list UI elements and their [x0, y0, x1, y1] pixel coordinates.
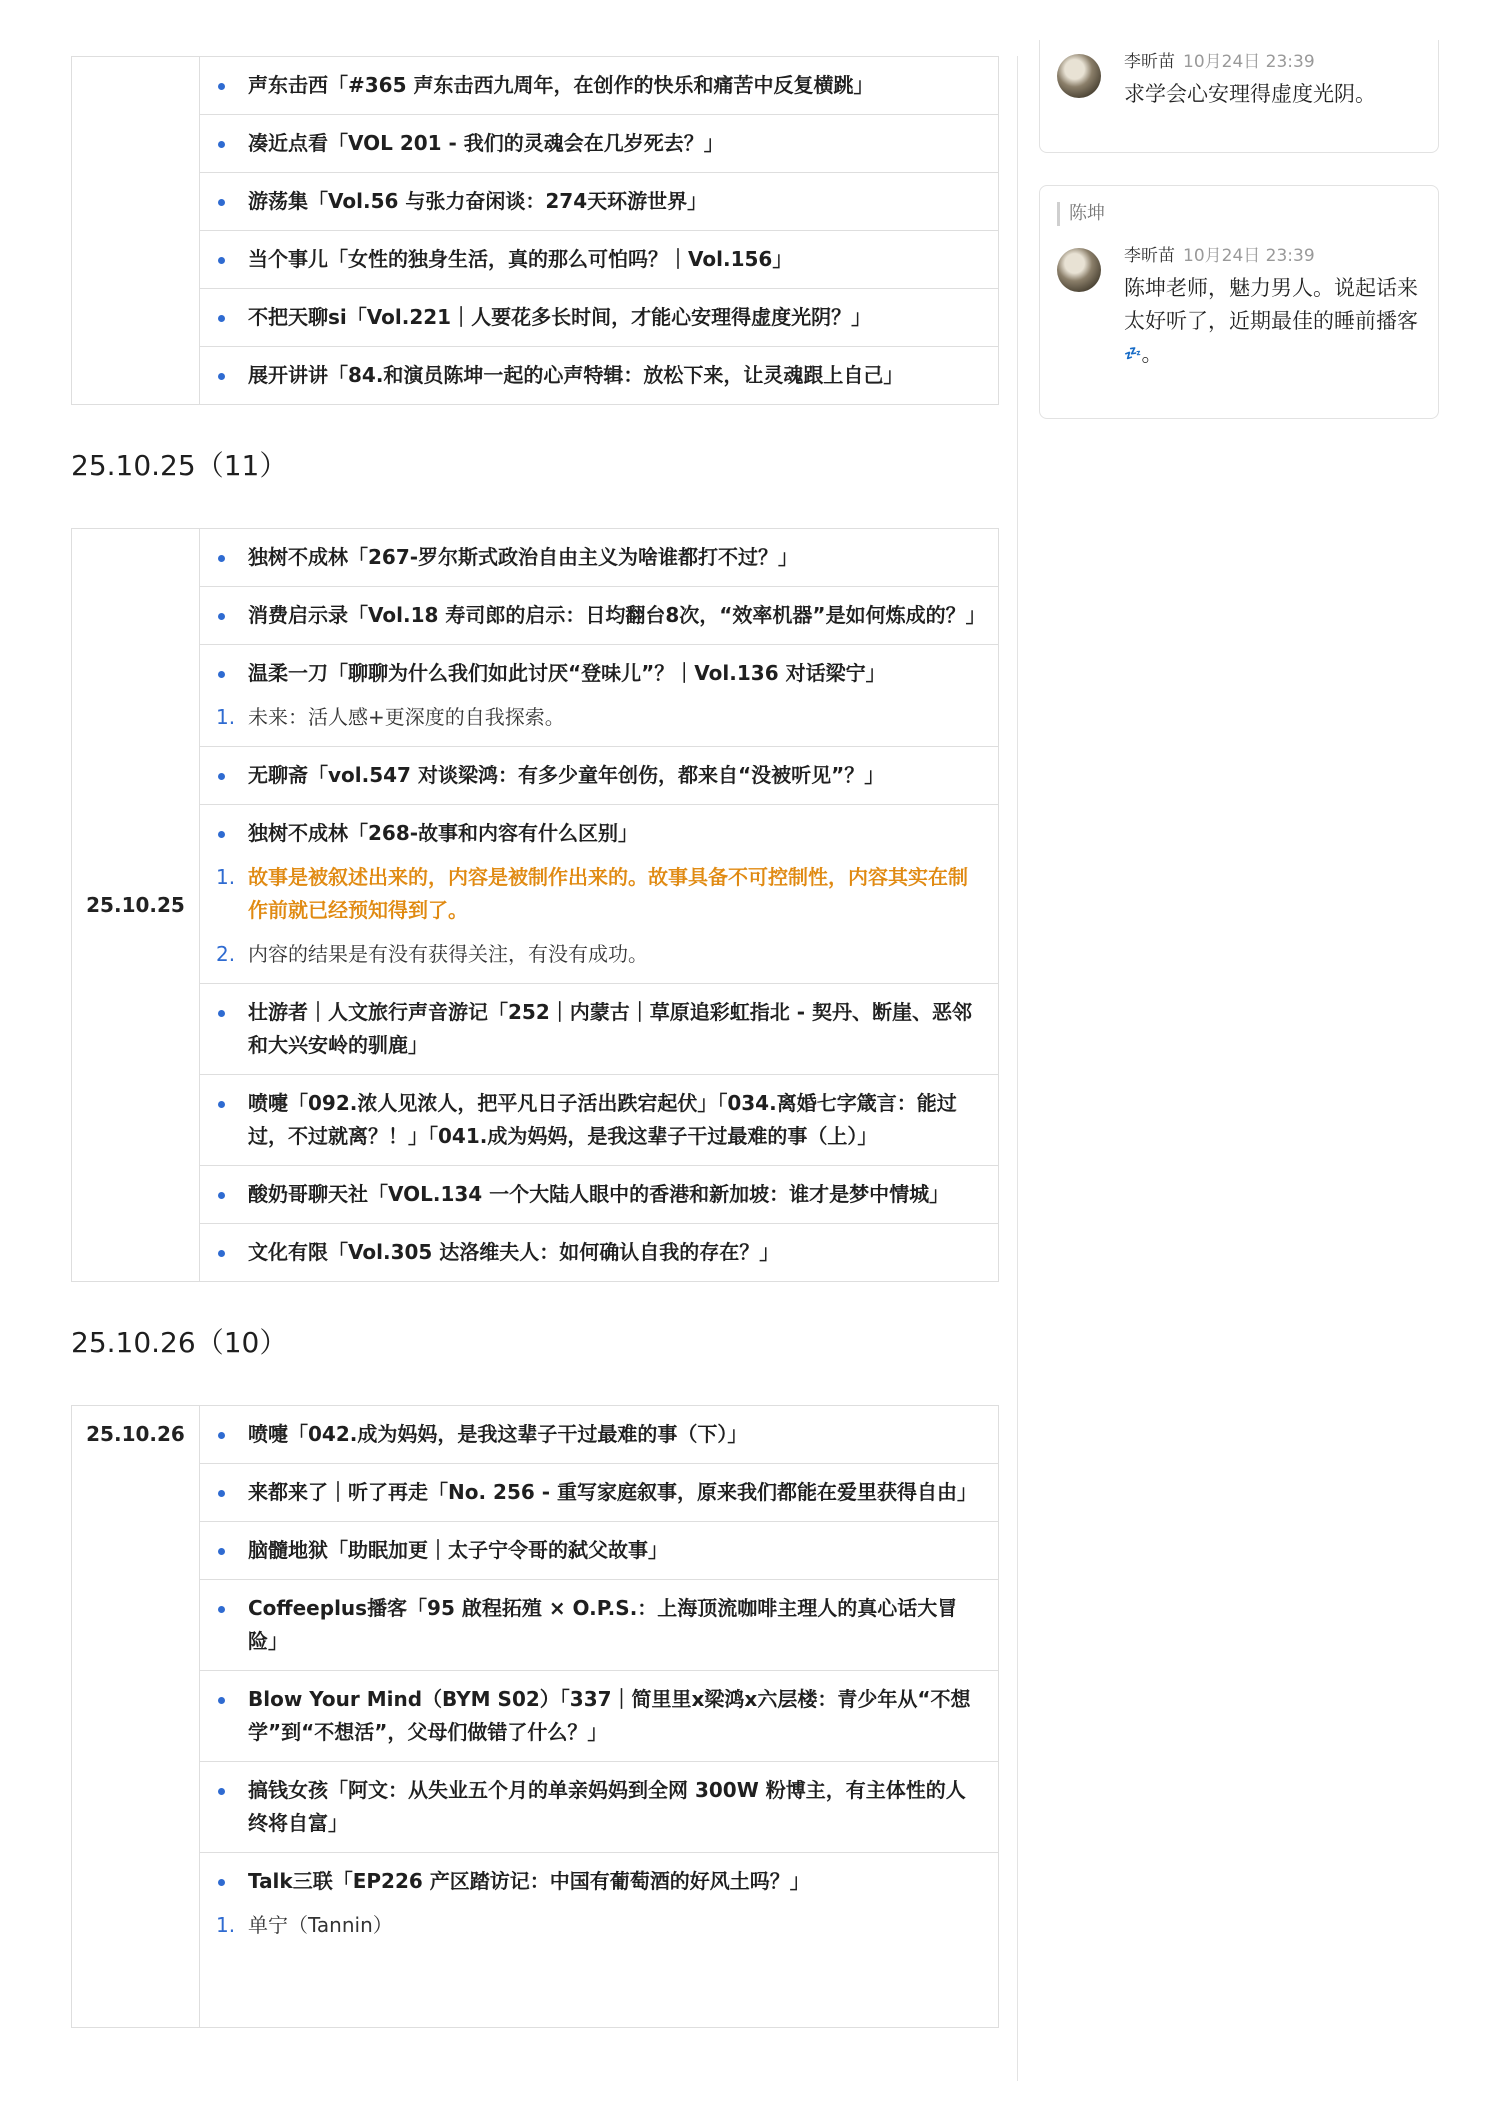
sleeping-icon: 💤 — [1124, 346, 1142, 362]
note-text: 单宁（Tannin） — [248, 1913, 393, 1937]
list-item — [200, 529, 999, 587]
item-title[interactable]: 文化有限「Vol.305 达洛维夫人：如何确认自我的存在？」 — [248, 1240, 780, 1264]
note — [216, 938, 980, 971]
note-number: 1. — [216, 705, 236, 729]
bullet-icon — [218, 555, 225, 562]
bullet-icon — [218, 83, 225, 90]
item-title[interactable]: 不把天聊si「Vol.221｜人要花多长时间，才能心安理得虚度光阴？」 — [248, 305, 872, 329]
bullet-icon — [218, 1788, 225, 1795]
item-title[interactable]: 喷嚏「042.成为妈妈，是我这辈子干过最难的事（下）」 — [248, 1422, 748, 1446]
list-item — [200, 1762, 999, 1853]
comment-card — [1039, 40, 1439, 153]
item-title[interactable]: 脑髓地狱「助眠加更｜太子宁令哥的弑父故事」 — [248, 1538, 668, 1562]
quoted-text[interactable]: 陈坤 — [1057, 202, 1438, 226]
comment — [1040, 50, 1438, 111]
section-heading: 25.10.25（11） — [71, 449, 288, 482]
list-item — [200, 173, 999, 231]
note-text: 未来：活人感+更深度的自我探索。 — [248, 705, 565, 729]
bullet-icon — [218, 1101, 225, 1108]
table-row — [72, 587, 999, 645]
list-item — [200, 1671, 999, 1762]
bullet-icon — [218, 315, 225, 322]
item-title[interactable]: Talk三联「EP226 产区踏访记：中国有葡萄酒的好风土吗？」 — [248, 1869, 810, 1893]
date-cell: 25.10.26 — [72, 1406, 200, 2028]
table-row — [72, 1853, 999, 2028]
item-title[interactable]: 搞钱女孩「阿文：从失业五个月的单亲妈妈到全网 300W 粉博主，有主体性的人终将自富」 — [248, 1778, 966, 1835]
table-row — [72, 747, 999, 805]
bullet-icon — [218, 1606, 225, 1613]
note-number: 2. — [216, 942, 236, 966]
list-item — [200, 747, 999, 805]
list-item — [200, 1464, 999, 1522]
item-title[interactable]: Coffeeplus播客「95 啟程拓殖 × O.P.S.：上海顶流咖啡主理人的真心话大冒险」 — [248, 1596, 958, 1653]
list-item — [200, 1580, 999, 1671]
day-table — [71, 1405, 999, 2028]
note-text: 内容的结果是有没有获得关注，有没有成功。 — [248, 942, 648, 966]
table-row — [72, 1522, 999, 1580]
item-title[interactable]: 无聊斋「vol.547 对谈梁鸿：有多少童年创伤，都来自“没被听见”？」 — [248, 763, 885, 787]
comment-time: 10月24日 23:39 — [1183, 246, 1315, 266]
table-row — [72, 57, 999, 115]
comment-trail: 。 — [1141, 342, 1163, 366]
table-row — [72, 1580, 999, 1671]
item-title[interactable]: 喷嚏「092.浓人见浓人，把平凡日子活出跌宕起伏」「034.离婚七字箴言：能过过，不过就离？！」「041.成为妈妈，是我这辈子干过最难的事（上）」 — [248, 1091, 957, 1148]
bullet-icon — [218, 1432, 225, 1439]
table-row — [72, 529, 999, 587]
table-row — [72, 1406, 999, 1464]
list-item — [200, 289, 999, 347]
item-title[interactable]: 声东击西「#365 声东击西九周年，在创作的快乐和痛苦中反复横跳」 — [248, 73, 874, 97]
day-table — [71, 56, 999, 405]
list-item — [200, 115, 999, 173]
item-title[interactable]: Blow Your Mind（BYM S02）「337｜简里里x梁鸿x六层楼：青少年从“不想学”到“不想活”，父母们做错了什么？」 — [248, 1687, 971, 1744]
item-title[interactable]: 展开讲讲「84.和演员陈坤一起的心声特辑：放松下来，让灵魂跟上自己」 — [248, 363, 904, 387]
bullet-icon — [218, 1697, 225, 1704]
table-row — [72, 347, 999, 405]
table-row — [72, 231, 999, 289]
comment-text-container — [1124, 272, 1438, 371]
table-row — [72, 984, 999, 1075]
bullet-icon — [218, 613, 225, 620]
note-highlighted — [216, 861, 980, 927]
bullet-icon — [218, 257, 225, 264]
avatar[interactable] — [1057, 54, 1101, 98]
item-title[interactable]: 来都来了｜听了再走「No. 256 - 重写家庭叙事，原来我们都能在爱里获得自由」 — [248, 1480, 978, 1504]
bullet-icon — [218, 671, 225, 678]
date-cell: 25.10.25 — [72, 529, 200, 1282]
list-item — [200, 1075, 999, 1166]
table-row — [72, 645, 999, 747]
date-cell — [72, 57, 200, 405]
item-title[interactable]: 酸奶哥聊天社「VOL.134 一个大陆人眼中的香港和新加坡：谁才是梦中情城」 — [248, 1182, 950, 1206]
note-number: 1. — [216, 1913, 236, 1937]
table-row — [72, 115, 999, 173]
bullet-icon — [218, 1548, 225, 1555]
comment — [1040, 244, 1438, 371]
bullet-icon — [218, 373, 225, 380]
comment-author[interactable]: 李昕苗 — [1124, 246, 1175, 266]
table-row — [72, 1762, 999, 1853]
item-title[interactable]: 凑近点看「VOL 201 - 我们的灵魂会在几岁死去？」 — [248, 131, 724, 155]
list-item — [200, 347, 999, 405]
column-divider — [1017, 56, 1018, 2081]
main-content — [71, 56, 999, 2028]
comment-author[interactable]: 李昕苗 — [1124, 52, 1175, 72]
comment-card — [1039, 185, 1439, 419]
table-row — [72, 1671, 999, 1762]
day-table — [71, 528, 999, 1282]
avatar[interactable] — [1057, 248, 1101, 292]
comment-time: 10月24日 23:39 — [1183, 52, 1315, 72]
item-title[interactable]: 当个事儿「女性的独身生活，真的那么可怕吗？｜Vol.156」 — [248, 247, 793, 271]
bullet-icon — [218, 199, 225, 206]
table-row — [72, 1166, 999, 1224]
list-item — [200, 1853, 999, 2028]
list-item — [200, 1224, 999, 1282]
note — [216, 701, 980, 734]
bullet-icon — [218, 1490, 225, 1497]
list-item — [200, 1406, 999, 1464]
table-row — [72, 1464, 999, 1522]
table-row — [72, 289, 999, 347]
section-heading: 25.10.26（10） — [71, 1326, 288, 1359]
table-row — [72, 805, 999, 984]
bullet-icon — [218, 831, 225, 838]
item-title[interactable]: 壮游者｜人文旅行声音游记「252｜内蒙古｜草原追彩虹指北 - 契丹、断崖、恶邻和大兴安岭的驯鹿」 — [248, 1000, 972, 1057]
item-title[interactable]: 消费启示录「Vol.18 寿司郎的启示：日均翻台8次，“效率机器”是如何炼成的？」 — [248, 603, 986, 627]
table-row — [72, 1075, 999, 1166]
item-title[interactable]: 温柔一刀「聊聊为什么我们如此讨厌“登味儿”？｜Vol.136 对话梁宁」 — [248, 661, 886, 685]
list-item — [200, 805, 999, 984]
note — [216, 1909, 980, 1942]
table-row — [72, 173, 999, 231]
note-text: 故事是被叙述出来的，内容是被制作出来的。故事具备不可控制性，内容其实在制作前就已经预知得到了。 — [248, 865, 968, 922]
bullet-icon — [218, 773, 225, 780]
note-number: 1. — [216, 865, 236, 889]
comment-text: 求学会心安理得虚度光阴。 — [1124, 82, 1376, 106]
bullet-icon — [218, 1010, 225, 1017]
list-item — [200, 1522, 999, 1580]
comment-text: 陈坤老师，魅力男人。说起话来太好听了，近期最佳的睡前播客 — [1124, 276, 1418, 333]
bullet-icon — [218, 1250, 225, 1257]
list-item — [200, 645, 999, 747]
item-title[interactable]: 游荡集「Vol.56 与张力奋闲谈：274天环游世界」 — [248, 189, 708, 213]
item-title[interactable]: 独树不成林「267-罗尔斯式政治自由主义为啥谁都打不过？」 — [248, 545, 799, 569]
bullet-icon — [218, 1879, 225, 1886]
list-item — [200, 1166, 999, 1224]
bullet-icon — [218, 141, 225, 148]
bullet-icon — [218, 1192, 225, 1199]
table-row — [72, 1224, 999, 1282]
list-item — [200, 57, 999, 115]
list-item — [200, 231, 999, 289]
list-item — [200, 587, 999, 645]
item-title[interactable]: 独树不成林「268-故事和内容有什么区别」 — [248, 821, 639, 845]
list-item — [200, 984, 999, 1075]
